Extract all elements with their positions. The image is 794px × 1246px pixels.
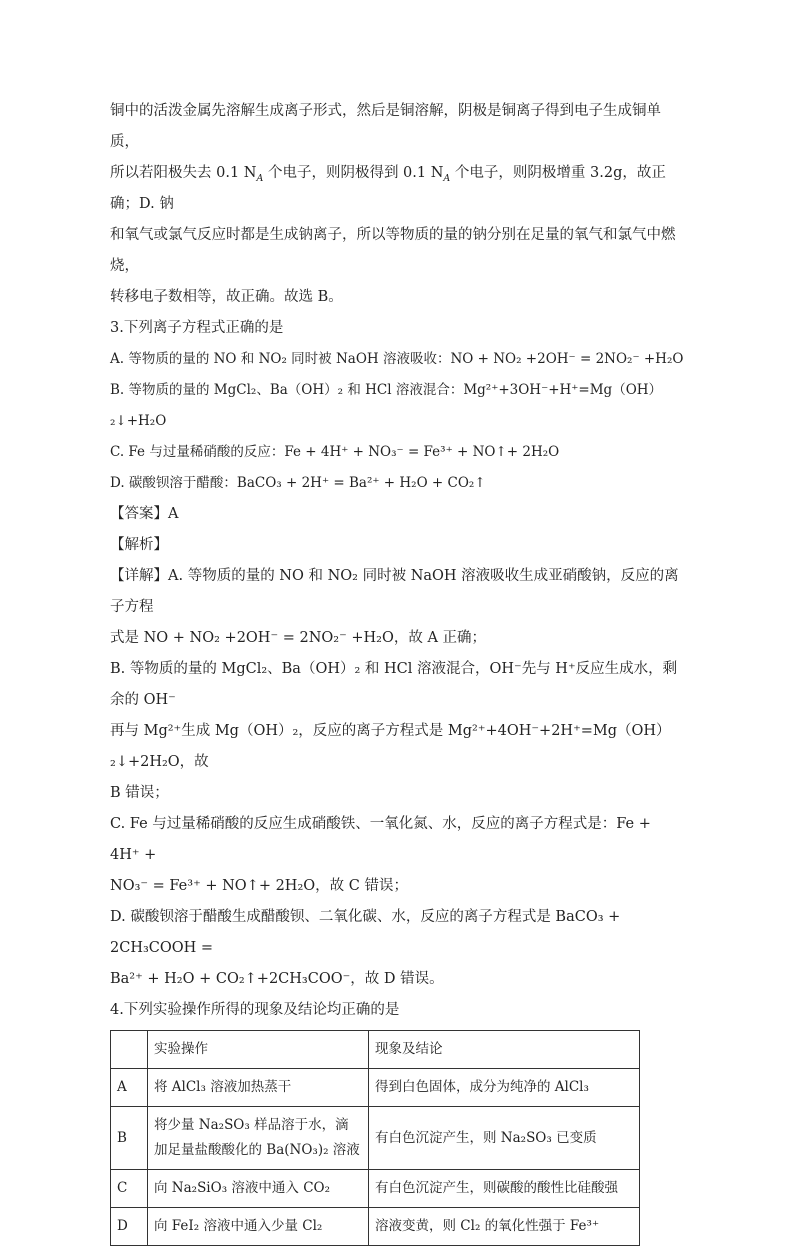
- detail-line: NO₃⁻ = Fe³⁺ + NO↑+ 2H₂O，故 C 错误；: [110, 878, 408, 894]
- table-cell: 将少量 Na₂SO₃ 样品溶于水，滴加足量盐酸酸化的 Ba(NO₃)₂ 溶液: [148, 1107, 369, 1170]
- table-header-cell: 实验操作: [148, 1031, 369, 1069]
- detail-line: 式是 NO + NO₂ +2OH⁻ = 2NO₂⁻ +H₂O，故 A 正确；: [110, 630, 487, 646]
- table-row: [111, 1208, 640, 1246]
- table-header-cell: [111, 1031, 148, 1069]
- detail-line: B 错误；: [110, 785, 169, 801]
- detail-line: C. Fe 与过量稀硝酸的反应生成硝酸铁、一氧化氮、水，反应的离子方程式是：Fe + 4H⁺ +: [110, 816, 651, 863]
- detail-line: 再与 Mg²⁺生成 Mg（OH）₂，反应的离子方程式是 Mg²⁺+4OH⁻+2H⁺=Mg（OH）₂↓+2H₂O，故: [110, 723, 671, 770]
- table-cell: 溶液变黄，则 Cl₂ 的氧化性强于 Fe³⁺: [369, 1208, 640, 1246]
- option-c: C. Fe 与过量稀硝酸的反应：Fe + 4H⁺ + NO₃⁻ = Fe³⁺ + NO↑+ 2H₂O: [110, 444, 560, 460]
- question-3-title: 3.下列离子方程式正确的是: [110, 320, 284, 336]
- table-row: [111, 1069, 640, 1107]
- table-cell: 将 AlCl₃ 溶液加热蒸干: [148, 1069, 369, 1107]
- table-cell: 有白色沉淀产生，则 Na₂SO₃ 已变质: [369, 1107, 640, 1170]
- table-cell: 向 Na₂SiO₃ 溶液中通入 CO₂: [148, 1170, 369, 1208]
- paragraph-line: 转移电子数相等，故正确。故选 B。: [110, 289, 343, 305]
- table-row: [111, 1170, 640, 1208]
- table-row: [111, 1107, 640, 1170]
- detail-line: 【详解】A. 等物质的量的 NO 和 NO₂ 同时被 NaOH 溶液吸收生成亚硝酸钠，反应的离子方程: [110, 568, 679, 615]
- table-cell: C: [111, 1170, 148, 1208]
- detail-line: D. 碳酸钡溶于醋酸生成醋酸钡、二氧化碳、水，反应的离子方程式是 BaCO₃ + 2CH₃COOH =: [110, 909, 621, 956]
- table-cell: B: [111, 1107, 148, 1170]
- detail-line: B. 等物质的量的 MgCl₂、Ba（OH）₂ 和 HCl 溶液混合，OH⁻先与 H⁺反应生成水，剩余的 OH⁻: [110, 661, 678, 708]
- option-b: B. 等物质的量的 MgCl₂、Ba（OH）₂ 和 HCl 溶液混合：Mg²⁺+3OH⁻+H⁺=Mg（OH）₂↓+H₂O: [110, 382, 663, 429]
- detail-line: Ba²⁺ + H₂O + CO₂↑+2CH₃COO⁻，故 D 错误。: [110, 971, 444, 987]
- table-header-cell: 现象及结论: [369, 1031, 640, 1069]
- answer-label: 【答案】A: [110, 506, 179, 522]
- table-cell: D: [111, 1208, 148, 1246]
- analysis-label: 【解析】: [110, 537, 168, 553]
- table-cell: A: [111, 1069, 148, 1107]
- table-cell: 有白色沉淀产生，则碳酸的酸性比硅酸强: [369, 1170, 640, 1208]
- option-a: A. 等物质的量的 NO 和 NO₂ 同时被 NaOH 溶液吸收：NO + NO₂ +2OH⁻ = 2NO₂⁻ +H₂O: [110, 351, 684, 367]
- table-cell: 得到白色固体，成分为纯净的 AlCl₃: [369, 1069, 640, 1107]
- question-4-title: 4.下列实验操作所得的现象及结论均正确的是: [110, 1002, 400, 1018]
- table-cell: 向 FeI₂ 溶液中通入少量 Cl₂: [148, 1208, 369, 1246]
- experiment-table: [110, 1030, 640, 1246]
- paragraph-line: 铜中的活泼金属先溶解生成离子形式，然后是铜溶解，阴极是铜离子得到电子生成铜单质，: [110, 103, 661, 150]
- document-page: [110, 96, 684, 1246]
- paragraph-line: 和氧气或氯气反应时都是生成钠离子，所以等物质的量的钠分别在足量的氧气和氯气中燃烧，: [110, 227, 676, 274]
- paragraph-line: 所以若阳极失去 0.1 $N_A$ 个电子，则阴极得到 0.1 $N_A$ 个电子，则阴极增重 3.2g，故正确；D. 钠: [110, 165, 666, 212]
- table-header-row: [111, 1031, 640, 1069]
- option-d: D. 碳酸钡溶于醋酸：BaCO₃ + 2H⁺ = Ba²⁺ + H₂O + CO₂↑: [110, 475, 486, 491]
